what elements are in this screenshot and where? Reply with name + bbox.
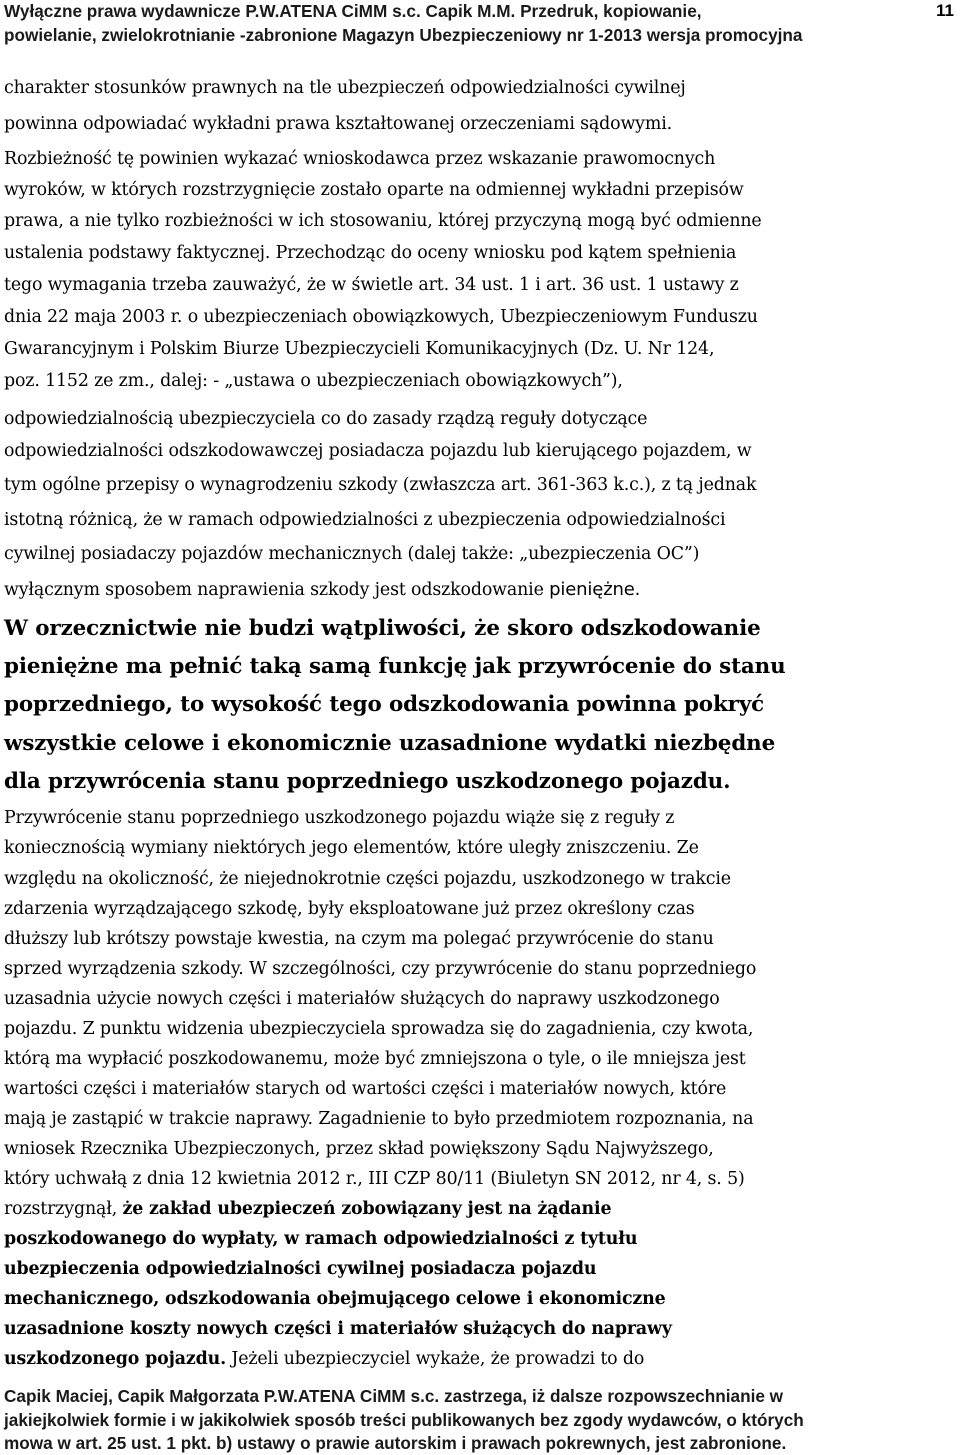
body-line: istotną różnicą, że w ramach odpowiedzialności z ubezpieczenia odpowiedzialności [4,510,726,530]
footer-line-2: jakiejkolwiek formie i w jakikolwiek sposób treści publikowanych bez zgody wydawców, o których [4,1410,804,1430]
body-text-bold: że zakład ubezpieczeń zobowiązany jest na żądanie [122,1199,612,1219]
body-line: wniosek Rzecznika Ubezpieczonych, przez skład powiększony Sądu Najwyższego, [4,1139,714,1159]
body-line: charakter stosunków prawnych na tle ubezpieczeń odpowiedzialności cywilnej [4,78,686,98]
body-text-sans: pieniężne. [549,579,641,600]
body-line: tym ogólne przepisy o wynagrodzeniu szkody (zwłaszcza art. 361-363 k.c.), z tą jednak [4,475,757,495]
body-line: dłuższy lub krótszy powstaje kwestia, na czym ma polegać przywrócenie do stanu [4,929,714,949]
header-line-1: Wyłączne prawa wydawnicze P.W.ATENA CiMM s.c. Capik M.M. Przedruk, kopiowanie, [4,1,702,21]
footer-line-3: mowa w art. 25 ust. 1 pkt. b) ustawy o prawie autorskim i prawach pokrewnych, jest zabronione. [4,1433,787,1453]
body-line: wartości części i materiałów starych od wartości części i materiałów nowych, które [4,1079,727,1099]
body-line: pojazdu. Z punktu widzenia ubezpieczyciela sprowadza się do zagadnienia, czy kwota, [4,1019,754,1039]
emphasis-line: dla przywrócenia stanu poprzedniego uszkodzonego pojazdu. [4,769,731,794]
body-line: który uchwałą z dnia 12 kwietnia 2012 r., III CZP 80/11 (Biuletyn SN 2012, nr 4, s. 5) [4,1169,745,1189]
body-line: uzasadnia użycie nowych części i materiałów służących do naprawy uszkodzonego [4,989,720,1009]
body-line: względu na okoliczność, że niejednokrotnie części pojazdu, uszkodzonego w trakcie [4,869,731,889]
emphasis-line: wszystkie celowe i ekonomicznie uzasadnione wydatki niezbędne [4,731,776,756]
emphasis-line: W orzecznictwie nie budzi wątpliwości, że skoro odszkodowanie [4,616,761,641]
body-line: zdarzenia wyrządzającego szkodę, były eksploatowane już przez określony czas [4,899,695,919]
body-line: dnia 22 maja 2003 r. o ubezpieczeniach obowiązkowych, Ubezpieczeniowym Funduszu [4,307,758,327]
body-text: wyłącznym sposobem naprawienia szkody jest odszkodowanie [4,580,550,600]
body-line-bold: uzasadnione koszty nowych części i materiałów służących do naprawy [4,1319,672,1339]
body-text-bold: uszkodzonego pojazdu. [4,1349,227,1369]
header-line-2: powielanie, zwielokrotnianie -zabronione Magazyn Ubezpieczeniowy nr 1-2013 wersja promocyjna [4,25,803,45]
body-line-bold: ubezpieczenia odpowiedzialności cywilnej posiadacza pojazdu [4,1259,597,1279]
body-line-bold: mechanicznego, odszkodowania obejmującego celowe i ekonomiczne [4,1289,666,1309]
emphasis-line: poprzedniego, to wysokość tego odszkodowania powinna pokryć [4,692,765,717]
body-line [4,1194,611,1224]
body-line: którą ma wypłacić poszkodowanemu, może być zmniejszona o tyle, o ile mniejsza jest [4,1049,746,1069]
body-line: wyroków, w których rozstrzygnięcie zostało oparte na odmiennej wykładni przepisów [4,180,744,200]
body-line: prawa, a nie tylko rozbieżności w ich stosowaniu, której przyczyną mogą być odmienne [4,211,762,231]
body-line: Rozbieżność tę powinien wykazać wnioskodawca przez wskazanie prawomocnych [4,149,716,169]
body-line: mają je zastąpić w trakcie naprawy. Zagadnienie to było przedmiotem rozpoznania, na [4,1109,754,1129]
body-line: sprzed wyrządzenia szkody. W szczególności, czy przywrócenie do stanu poprzedniego [4,959,757,979]
body-line-bold: poszkodowanego do wypłaty, w ramach odpowiedzialności z tytułu [4,1229,638,1249]
body-line: cywilnej posiadaczy pojazdów mechanicznych (dalej także: „ubezpieczenia OC”) [4,544,700,564]
body-text: Jeżeli ubezpieczyciel wykaże, że prowadzi to do [226,1349,645,1369]
footer-line-1: Capik Maciej, Capik Małgorzata P.W.ATENA CiMM s.c. zastrzega, iż dalsze rozpowszechnianie w [4,1386,784,1406]
body-line: Przywrócenie stanu poprzedniego uszkodzonego pojazdu wiąże się z reguły z [4,808,675,828]
body-line: koniecznością wymiany niektórych jego elementów, które uległy zniszczeniu. Ze [4,838,699,858]
body-line: tego wymagania trzeba zauważyć, że w świetle art. 34 ust. 1 i art. 36 ust. 1 ustawy z [4,275,739,295]
body-line: ustalenia podstawy faktycznej. Przechodząc do oceny wniosku pod kątem spełnienia [4,243,737,263]
body-text: rozstrzygnął, [4,1199,123,1219]
body-line: odpowiedzialnością ubezpieczyciela co do zasady rządzą reguły dotyczące [4,409,648,429]
body-line [4,1344,644,1374]
body-line: odpowiedzialności odszkodowawczej posiadacza pojazdu lub kierującego pojazdem, w [4,441,752,461]
body-line: powinna odpowiadać wykładni prawa kształtowanej orzeczeniami sądowymi. [4,114,672,134]
body-line [4,575,640,605]
emphasis-line: pieniężne ma pełnić taką samą funkcję jak przywrócenie do stanu [4,654,786,679]
body-line: Gwarancyjnym i Polskim Biurze Ubezpieczycieli Komunikacyjnych (Dz. U. Nr 124, [4,339,715,359]
body-line: poz. 1152 ze zm., dalej: - „ustawa o ubezpieczeniach obowiązkowych”), [4,371,623,391]
page-number: 11 [936,1,954,20]
